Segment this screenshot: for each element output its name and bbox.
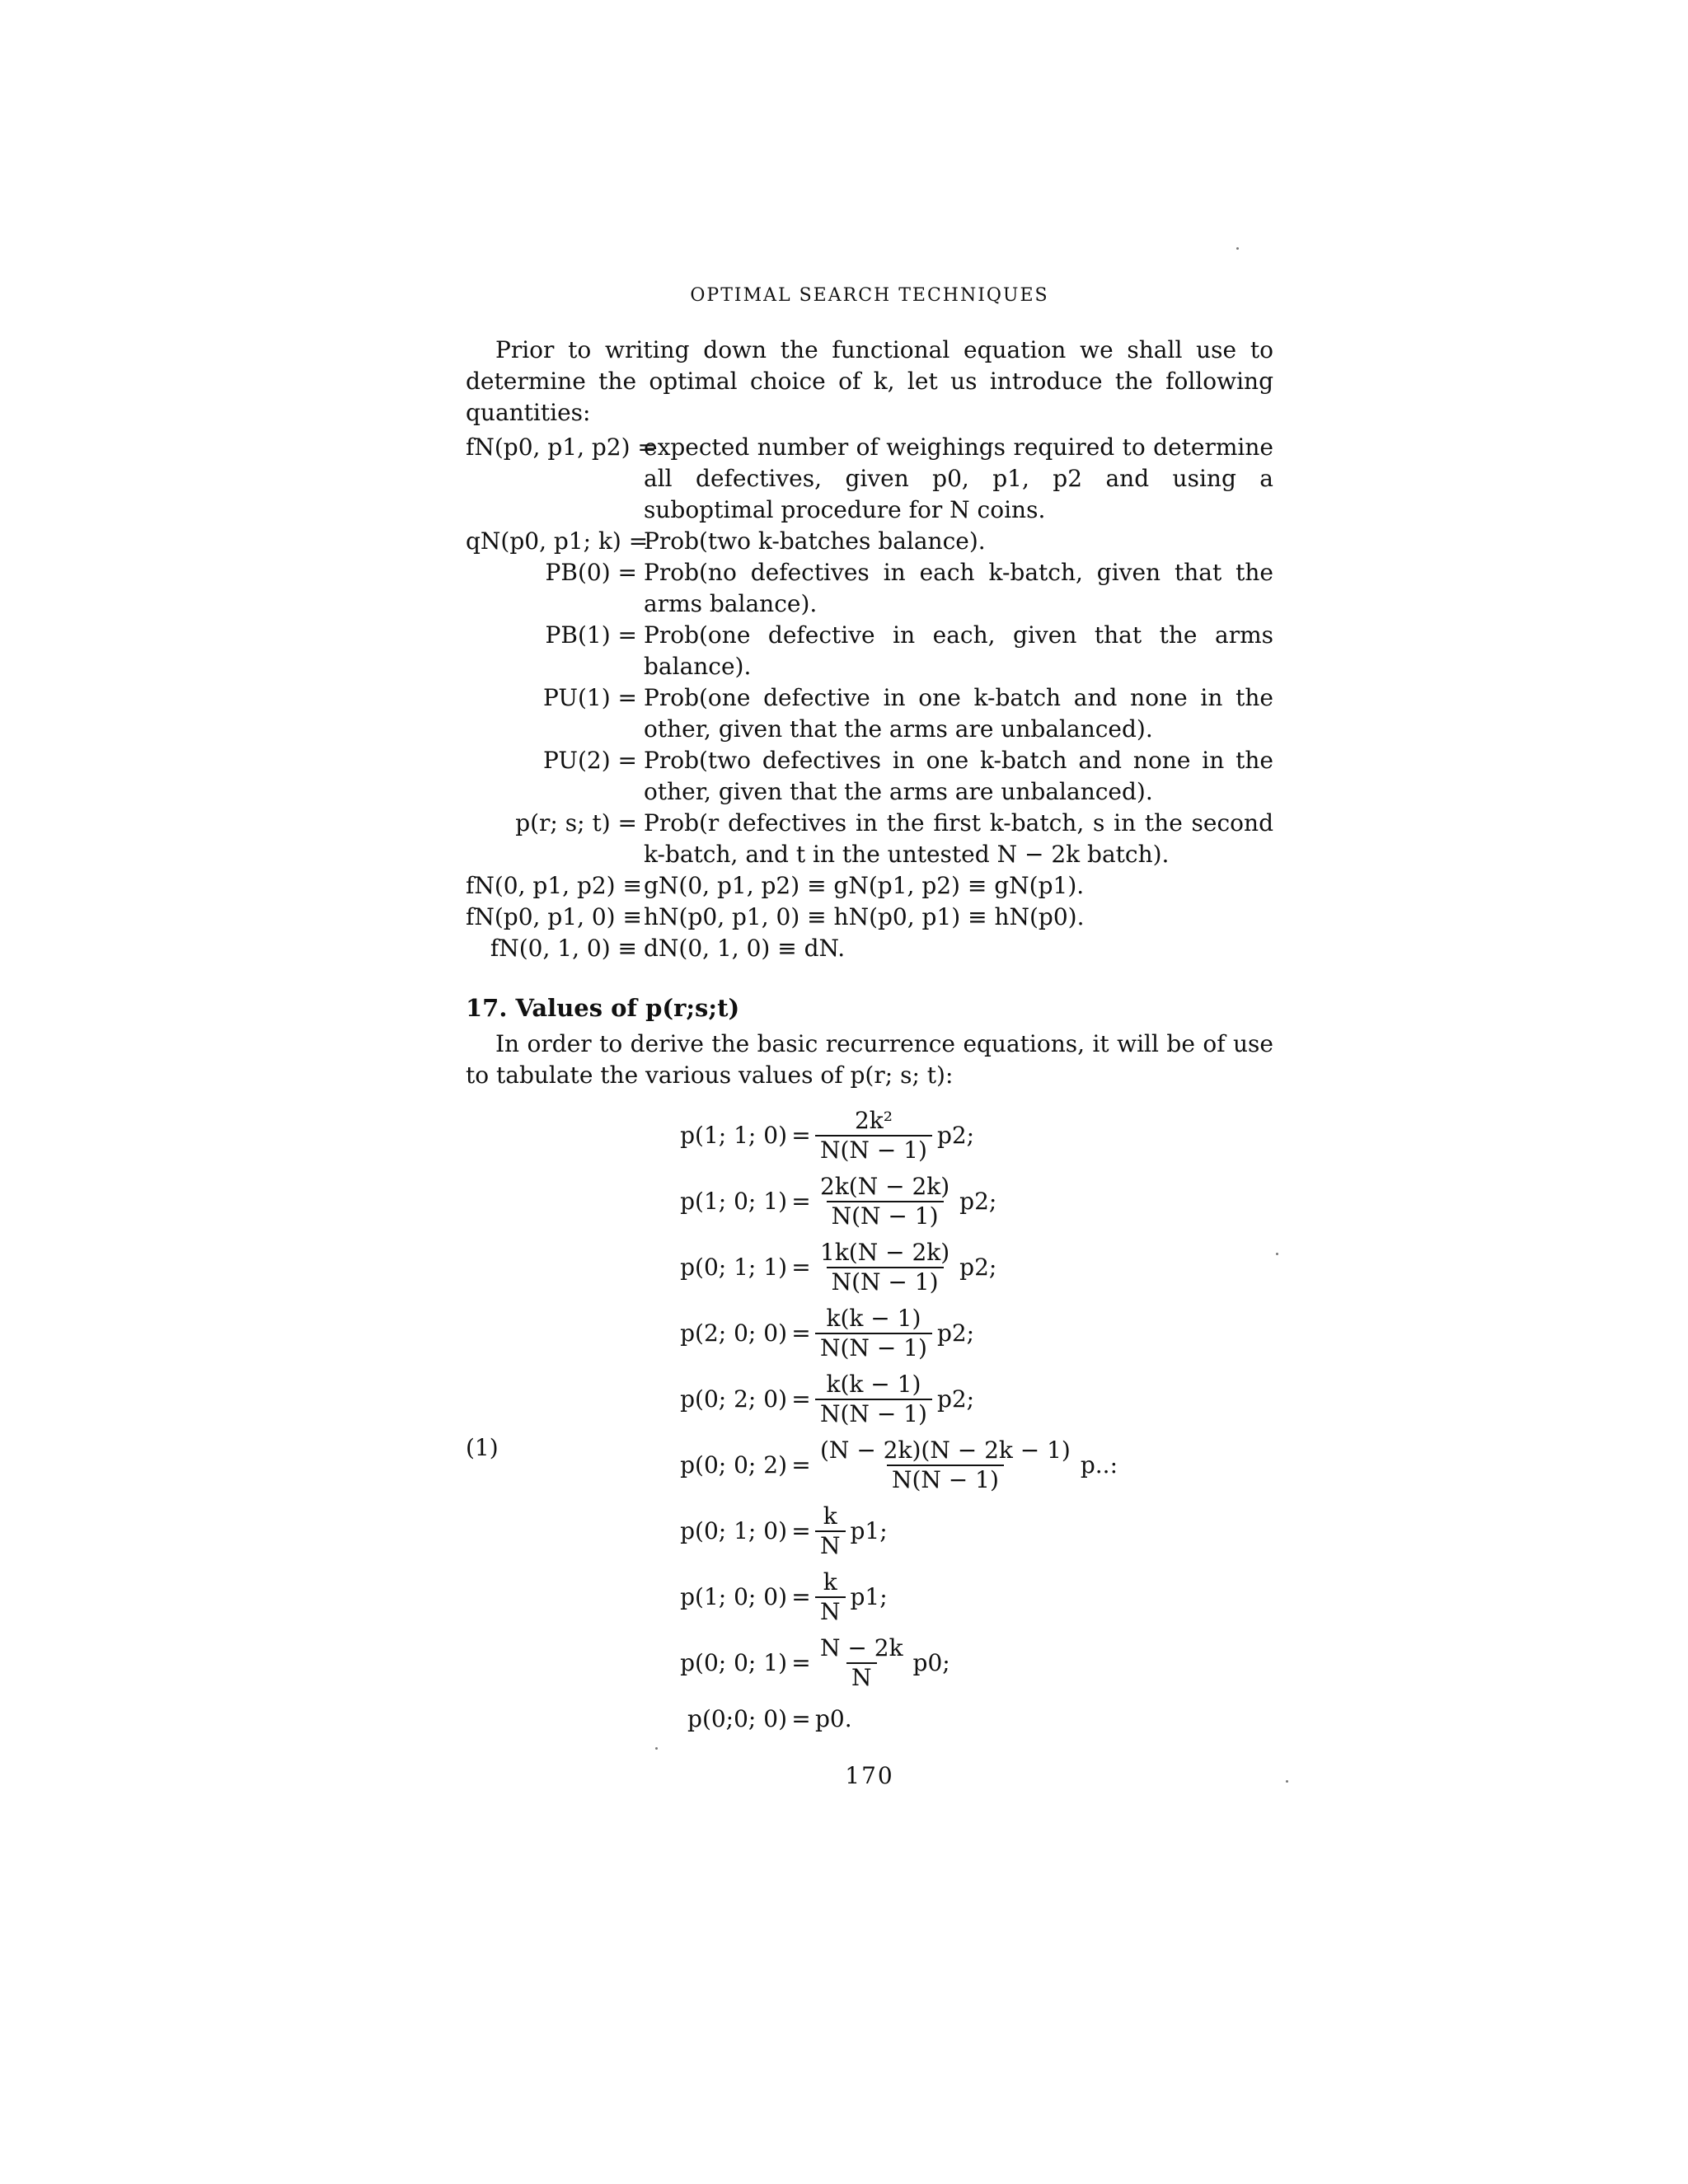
fraction [815, 1436, 1076, 1494]
probability-factor: p..: [1080, 1451, 1118, 1479]
equation-block [466, 1103, 1273, 1742]
equals-sign: = [791, 1254, 811, 1281]
equation-row [651, 1103, 1273, 1169]
identity-lhs: fN(0, 1, 0) ≡ [490, 935, 637, 962]
probability-factor: p2; [959, 1254, 997, 1281]
equation-lhs: p(0;0; 0) [687, 1705, 787, 1732]
probability-factor: p2; [936, 1319, 975, 1347]
numerator: k(k − 1) [826, 1305, 921, 1332]
definition-term: PB(0) = [545, 559, 637, 586]
definition-term: PB(1) = [545, 621, 637, 649]
intro-paragraph: Prior to writing down the functional equation we shall use to determine the optimal choice of k, let us introduce the following quantities: [466, 336, 1273, 426]
definition-text: expected number of weighings required to determine all defectives, given p0, p1, p2 and using a suboptimal procedure for N coins. [644, 434, 1273, 523]
probability-factor: p2; [959, 1188, 997, 1215]
definition-text: Prob(r defectives in the first k-batch, s in the second k-batch, and t in the untested N − 2k batch). [644, 809, 1273, 868]
equation-row [651, 1301, 1273, 1366]
equals-sign: = [791, 1705, 811, 1732]
probability-factor: p0; [912, 1649, 950, 1676]
scan-speck [1236, 247, 1239, 250]
equals-sign: = [791, 1583, 811, 1610]
equals-sign: = [791, 1319, 811, 1347]
identity-lhs: fN(0, p1, p2) ≡ [466, 872, 642, 899]
numerator: 2k² [854, 1107, 893, 1134]
page-number: 170 [845, 1762, 894, 1789]
definition-text: Prob(two defectives in one k-batch and none in the other, given that the arms are unbalanced). [644, 747, 1273, 805]
scan-speck [1286, 1780, 1288, 1783]
equation-lhs: p(1; 0; 1) [680, 1188, 787, 1215]
scan-speck [655, 1747, 658, 1750]
numerator: k(k − 1) [826, 1371, 921, 1398]
denominator: N(N − 1) [815, 1135, 932, 1165]
equation-lhs: p(1; 0; 0) [680, 1583, 787, 1610]
equation-row [651, 1366, 1273, 1432]
probability-factor: p1; [850, 1517, 888, 1544]
equals-sign: = [791, 1385, 811, 1413]
equation-lhs: p(0; 1; 1) [680, 1254, 787, 1281]
equation-lhs: p(2; 0; 0) [680, 1319, 787, 1347]
definition-term: PU(1) = [543, 684, 637, 711]
fraction [815, 1634, 908, 1692]
equation-row [651, 1630, 1273, 1696]
denominator: N(N − 1) [815, 1333, 932, 1362]
definition-text: Prob(one defective in one k-batch and none in the other, given that the arms are unbalanced). [644, 684, 1273, 743]
numerator: 1k(N − 2k) [820, 1239, 950, 1266]
definition-term: qN(p0, p1; k) = [466, 527, 649, 555]
denominator: N(N − 1) [827, 1201, 944, 1230]
equation-row [651, 1696, 1273, 1742]
equation-lhs: p(0; 0; 2) [680, 1451, 787, 1479]
identity-rhs: gN(0, p1, p2) ≡ gN(p1, p2) ≡ gN(p1). [644, 872, 1085, 899]
equation-row [651, 1498, 1273, 1564]
identity-rhs: dN(0, 1, 0) ≡ dN. [644, 935, 846, 962]
denominator: N [846, 1662, 877, 1692]
fraction [815, 1502, 846, 1560]
equation-lhs: p(0; 1; 0) [680, 1517, 787, 1544]
numerator: 2k(N − 2k) [820, 1173, 950, 1200]
numerator: N − 2k [820, 1634, 903, 1661]
equals-sign: = [791, 1451, 811, 1479]
fraction [815, 1305, 932, 1362]
denominator: N(N − 1) [827, 1267, 944, 1296]
identity-rhs: hN(p0, p1, 0) ≡ hN(p0, p1) ≡ hN(p0). [644, 903, 1085, 930]
denominator: N(N − 1) [815, 1399, 932, 1428]
equals-sign: = [791, 1122, 811, 1149]
denominator: N [815, 1530, 846, 1560]
probability-factor: p1; [850, 1583, 888, 1610]
equation-row [651, 1564, 1273, 1630]
fraction [815, 1371, 932, 1428]
equals-sign: = [791, 1188, 811, 1215]
definition-term: fN(p0, p1, p2) = [466, 434, 657, 461]
definition-term: p(r; s; t) = [515, 809, 637, 837]
fraction [815, 1107, 932, 1165]
definition-text: Prob(one defective in each, given that the arms balance). [644, 621, 1273, 680]
numerator: (N − 2k)(N − 2k − 1) [820, 1436, 1071, 1464]
running-head: OPTIMAL SEARCH TECHNIQUES [690, 285, 1049, 306]
equation-row [651, 1235, 1273, 1301]
equation-row [651, 1432, 1273, 1498]
page [466, 280, 1273, 1792]
fraction [815, 1239, 954, 1296]
probability-factor: p2; [936, 1385, 975, 1413]
scan-speck [1276, 1253, 1278, 1255]
equation-row [651, 1169, 1273, 1235]
denominator: N(N − 1) [887, 1465, 1004, 1494]
fraction [815, 1173, 954, 1230]
identity-lhs: fN(p0, p1, 0) ≡ [466, 903, 642, 930]
definition-text: Prob(two k-batches balance). [644, 527, 986, 555]
equals-sign: = [791, 1649, 811, 1676]
probability-factor: p2; [936, 1122, 975, 1149]
equation-lhs: p(0; 0; 1) [680, 1649, 787, 1676]
equals-sign: = [791, 1517, 811, 1544]
numerator: k [823, 1502, 837, 1530]
equation-lhs: p(0; 2; 0) [680, 1385, 787, 1413]
section-paragraph: In order to derive the basic recurrence equations, it will be of use to tabulate the various values of p(r; s; t): [466, 1030, 1273, 1089]
definitions-list [466, 432, 1273, 964]
definition-term: PU(2) = [543, 747, 637, 774]
probability-factor: p0. [815, 1705, 852, 1732]
definition-text: Prob(no defectives in each k-batch, given that the arms balance). [644, 559, 1273, 617]
denominator: N [815, 1596, 846, 1626]
section-heading: 17. Values of p(r;s;t) [466, 994, 740, 1022]
numerator: k [823, 1568, 837, 1596]
equation-lhs: p(1; 1; 0) [680, 1122, 787, 1149]
equation-number: (1) [466, 1434, 499, 1461]
fraction [815, 1568, 846, 1626]
